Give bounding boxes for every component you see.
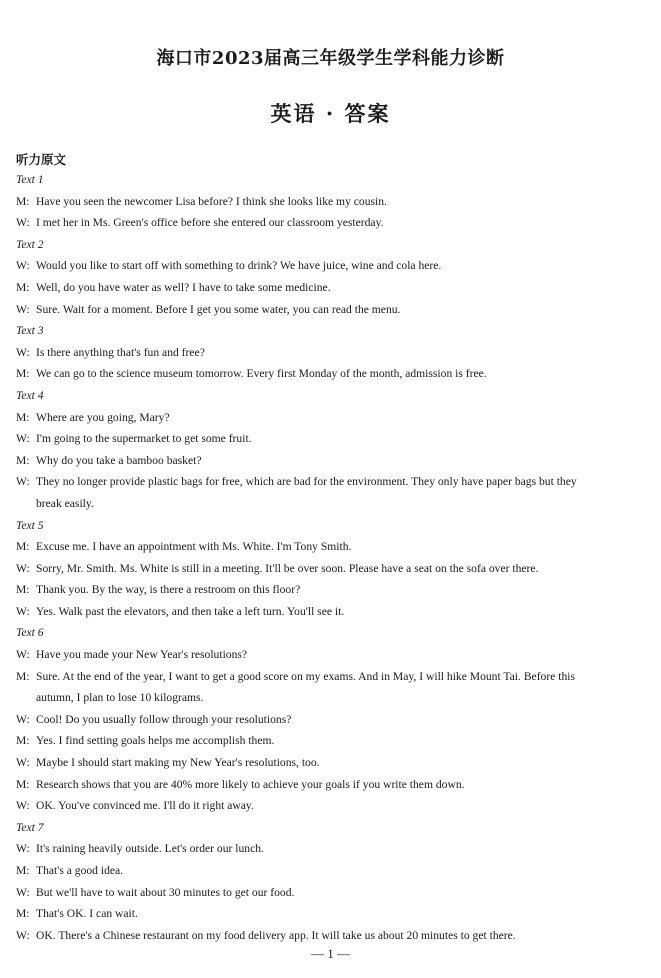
- speaker-label: M:: [16, 669, 30, 683]
- text-label: Text 4: [16, 388, 44, 402]
- text-label: Text 5: [16, 518, 44, 532]
- speaker-label: W:: [16, 561, 30, 575]
- dialogue-text: Why do you take a bamboo basket?: [36, 453, 202, 467]
- dialogue-text: Maybe I should start making my New Year's resolutions, too.: [36, 756, 320, 770]
- dialogue-text: OK. There's a Chinese restaurant on my food delivery app. It will take us about 20 minutes to get there.: [36, 928, 516, 942]
- document-title: 海口市2023届高三年级学生学科能力诊断: [156, 48, 505, 69]
- dialogue-continuation: [0, 493, 661, 515]
- text-label: Text 1: [16, 173, 44, 186]
- speaker-label: W:: [16, 345, 30, 359]
- document-subtitle: 英语 · 答案: [270, 101, 391, 126]
- dialogue-text: That's OK. I can wait.: [36, 907, 138, 921]
- dialogue-line: [0, 536, 661, 558]
- dialogue-line: [0, 428, 661, 450]
- dialogue-line: [0, 450, 661, 472]
- dialogue-line: [0, 299, 661, 321]
- dialogue-text: It's raining heavily outside. Let's order our lunch.: [36, 842, 264, 856]
- dialogue-text: Yes. Walk past the elevators, and then take a left turn. You'll see it.: [36, 604, 345, 618]
- speaker-label: W:: [16, 885, 30, 899]
- dialogue-line: [0, 925, 661, 947]
- speaker-label: M:: [16, 280, 30, 294]
- speaker-label: M:: [16, 540, 30, 554]
- dialogue-text: Well, do you have water as well? I have to take some medicine.: [36, 280, 331, 294]
- dialogue-text: autumn, I plan to lose 10 kilograms.: [36, 691, 204, 705]
- dialogue-text: Sure. At the end of the year, I want to get a good score on my exams. And in May, I will hike Mount Tai. Before this: [36, 669, 576, 683]
- dialogue-line: [0, 860, 661, 882]
- dialogue-text: Have you seen the newcomer Lisa before? I think she looks like my cousin.: [36, 194, 387, 208]
- speaker-label: M:: [16, 367, 30, 381]
- page-number: — 1 —: [311, 946, 350, 961]
- dialogue-text: Would you like to start off with something to drink? We have juice, wine and cola here.: [36, 259, 442, 273]
- dialogue-text: I met her in Ms. Green's office before she entered our classroom yesterday.: [36, 216, 384, 230]
- dialogue-line: [0, 666, 661, 688]
- speaker-label: W:: [16, 604, 30, 618]
- dialogue-text: Thank you. By the way, is there a restroom on this floor?: [36, 583, 301, 597]
- dialogue-text: Excuse me. I have an appointment with Ms. White. I'm Tony Smith.: [36, 540, 352, 554]
- speaker-label: W:: [16, 712, 30, 726]
- speaker-label: W:: [16, 259, 30, 273]
- dialogue-line: [0, 579, 661, 601]
- dialogue-text: Is there anything that's fun and free?: [36, 345, 205, 359]
- dialogue-text: break easily.: [36, 496, 94, 510]
- speaker-label: W:: [16, 216, 30, 230]
- dialogue-line: [0, 644, 661, 666]
- dialogue-line: [0, 407, 661, 429]
- dialogue-line: [0, 838, 661, 860]
- dialogue-line: [0, 795, 661, 817]
- dialogue-text: Research shows that you are 40% more likely to achieve your goals if you write them down.: [36, 777, 465, 791]
- dialogue-text: OK. You've convinced me. I'll do it right away.: [36, 799, 254, 813]
- speaker-label: W:: [16, 648, 30, 662]
- dialogue-text: But we'll have to wait about 30 minutes to get our food.: [36, 885, 295, 899]
- dialogue-continuation: [0, 687, 661, 709]
- dialogue-text: I'm going to the supermarket to get some fruit.: [36, 432, 252, 446]
- text-label: Text 6: [16, 626, 44, 640]
- speaker-label: W:: [16, 756, 30, 770]
- dialogue-text: Where are you going, Mary?: [36, 410, 170, 424]
- dialogue-text: Sure. Wait for a moment. Before I get you some water, you can read the menu.: [36, 302, 401, 316]
- dialogue-line: [0, 709, 661, 731]
- section-heading: 听力原文: [16, 152, 67, 167]
- speaker-label: W:: [16, 302, 30, 316]
- transcript-body: [0, 169, 661, 946]
- text-label: Text 7: [16, 820, 44, 834]
- speaker-label: M:: [16, 453, 30, 467]
- dialogue-line: [0, 730, 661, 752]
- dialogue-text: Have you made your New Year's resolutions?: [36, 648, 248, 662]
- dialogue-text: We can go to the science museum tomorrow. Every first Monday of the month, admission is free.: [36, 367, 487, 381]
- dialogue-text: That's a good idea.: [36, 864, 124, 877]
- dialogue-text: Cool! Do you usually follow through your resolutions?: [36, 712, 292, 726]
- dialogue-line: [0, 342, 661, 364]
- dialogue-text: Sorry, Mr. Smith. Ms. White is still in a meeting. It'll be over soon. Please have a seat on the sofa over there.: [36, 561, 539, 575]
- speaker-label: W:: [16, 842, 30, 856]
- speaker-label: M:: [16, 734, 30, 748]
- dialogue-line: [0, 774, 661, 796]
- dialogue-line: [0, 363, 661, 385]
- speaker-label: W:: [16, 799, 30, 813]
- speaker-label: M:: [16, 583, 30, 597]
- dialogue-line: [0, 191, 661, 213]
- dialogue-line: [0, 277, 661, 299]
- text-label: Text 2: [16, 237, 44, 251]
- dialogue-line: [0, 601, 661, 623]
- dialogue-line: [0, 558, 661, 580]
- speaker-label: M:: [16, 907, 30, 921]
- speaker-label: W:: [16, 475, 30, 489]
- dialogue-line: [0, 903, 661, 925]
- dialogue-line: [0, 882, 661, 904]
- speaker-label: M:: [16, 864, 30, 877]
- dialogue-text: Yes. I find setting goals helps me accomplish them.: [36, 734, 275, 748]
- dialogue-line: [0, 255, 661, 277]
- text-label: Text 3: [16, 324, 44, 338]
- speaker-label: M:: [16, 777, 30, 791]
- dialogue-text: They no longer provide plastic bags for free, which are bad for the environment. They only have paper bags but they: [36, 475, 577, 489]
- speaker-label: M:: [16, 410, 30, 424]
- dialogue-line: [0, 471, 661, 493]
- dialogue-line: [0, 212, 661, 234]
- dialogue-line: [0, 752, 661, 774]
- speaker-label: W:: [16, 432, 30, 446]
- speaker-label: M:: [16, 194, 30, 208]
- speaker-label: W:: [16, 928, 30, 942]
